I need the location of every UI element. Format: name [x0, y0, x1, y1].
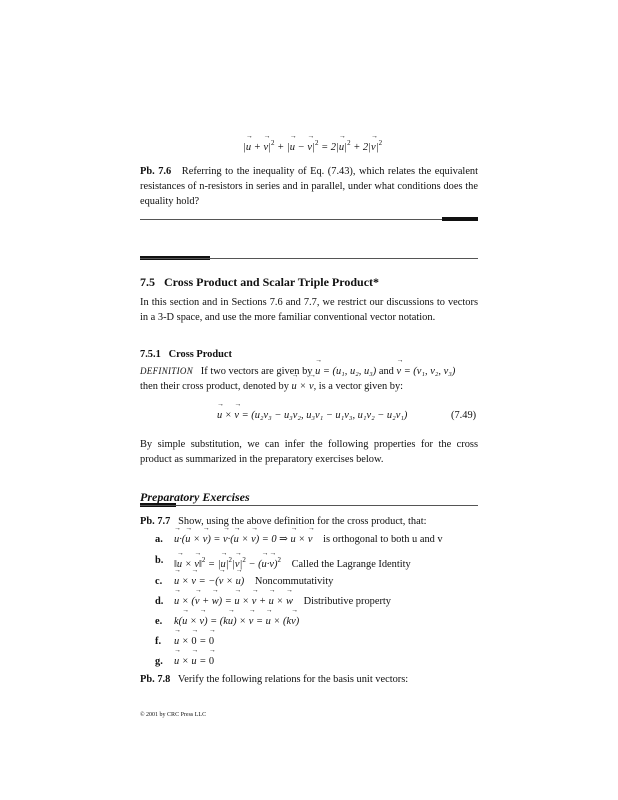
section-intro: In this section and in Sections 7.6 and 7.7, we restrict our discussions to vectors in a 3-D space, and use the more familiar conventional vector notation. [140, 297, 478, 323]
top-equation: |→ u + → $v|^2$ + |→ u − → $v|^2 = 2|\to u|^2 + 2|\to v|^2$ [243, 136, 382, 155]
problem-label: Pb. 7.7 [140, 516, 171, 527]
item-a-label: a. [155, 534, 163, 545]
item-d: → u × (→ v + → w) = → u × → v + → u × → w Distributive property [174, 594, 391, 609]
subsection-title: Cross Product [168, 349, 232, 360]
cross-product-components: = (u₂v₃ − u₃v₂, u₃v₁ − u₁v₃, u₁v₂ − u₂v₁) [241, 410, 408, 421]
item-c-note: Noncommutativity [254, 576, 334, 587]
item-b-note: Called the Lagrange Identity [291, 559, 411, 570]
after-equation-text: By simple substitution, we can infer the following properties for the cross product as summarized in the preparatory exercises below. [140, 439, 478, 465]
prep-heading: Preparatory Exercises [140, 490, 250, 504]
item-f: → u × → 0 = → 0 [174, 634, 214, 649]
item-a: → u·(→ u × → v) = → v·(→ u × → v) = 0 ⇒ → u × → v is orthogonal to both u and v [174, 532, 443, 547]
definition-line-2: then their cross product, denoted by → u × → v, is a vector given by: [140, 379, 403, 394]
item-f-label: f. [155, 636, 162, 647]
definition-text-3: is a vector given by: [318, 381, 404, 392]
copyright-footer: © 2001 by CRC Press LLC [140, 712, 207, 718]
definition-line-1: DEFINITION If two vectors are given by → u = (u₁, u₂, u₃) and → v = (v₁, v₂, v₃) [140, 364, 455, 379]
definition-and: and [378, 366, 394, 377]
definition-label: DEFINITION [140, 366, 193, 376]
item-b-label: b. [155, 555, 164, 566]
prep-line [140, 505, 478, 506]
section-heading [140, 275, 379, 290]
item-c-label: c. [155, 576, 163, 587]
problem-7-6 [140, 164, 478, 209]
problem-label: Pb. 7.8 [140, 674, 171, 685]
problem-label: Pb. 7.6 [140, 166, 172, 177]
item-d-note: Distributive property [303, 596, 392, 607]
item-e-label: e. [155, 616, 163, 627]
u-components: = (u₁, u₂, u₃) [322, 366, 377, 377]
cross-product-equation: → u × → v = (u₂v₃ − u₃v₂, u₃v₁ − u₁v₃, u₁v₂ − u₂v₁) [217, 408, 407, 423]
v-components: = (v₁, v₂, v₃) [403, 366, 456, 377]
problem-text: Show, using the above definition for the cross product, that: [178, 516, 427, 527]
equation-number: (7.49) [451, 410, 477, 421]
item-e: k(→ u × → v) = (k→ u) × → v = → u × (k→ v) [174, 614, 299, 629]
definition-text-2: then their cross product, denoted by [140, 381, 289, 392]
item-a-note: is orthogonal to both u and v [323, 534, 443, 545]
item-d-label: d. [155, 596, 164, 607]
item-c: → u × → v = −(→ v × → u) Noncommutativity [174, 574, 333, 589]
item-g: → u × → u = → 0 [174, 654, 214, 669]
problem-text: Verify the following relations for the basis unit vectors: [177, 674, 409, 685]
item-g-label: g. [155, 656, 163, 667]
divider-bar [442, 217, 478, 221]
divider-line [140, 219, 478, 220]
subsection-heading [140, 347, 232, 362]
problem-text: Referring to the inequality of Eq. (7.43), which relates the equivalent resistances of n-resistors in series and in parallel, under what conditions does the equality hold? [140, 166, 479, 207]
item-b: ‖→ u × → v‖$^2$ = |→ $u|^2|\to v|^2$ − (→ u·→ v)$^2$ Called the Lagrange Identity [174, 553, 411, 572]
problem-7-7 [140, 514, 426, 529]
subsection-number: 7.5.1 [140, 349, 161, 360]
definition-text: If two vectors are given by [200, 366, 313, 377]
section-line [140, 258, 478, 259]
section-number: 7.5 [140, 275, 155, 289]
section-title: Cross Product and Scalar Triple Product* [164, 275, 380, 289]
problem-7-8 [140, 672, 408, 687]
